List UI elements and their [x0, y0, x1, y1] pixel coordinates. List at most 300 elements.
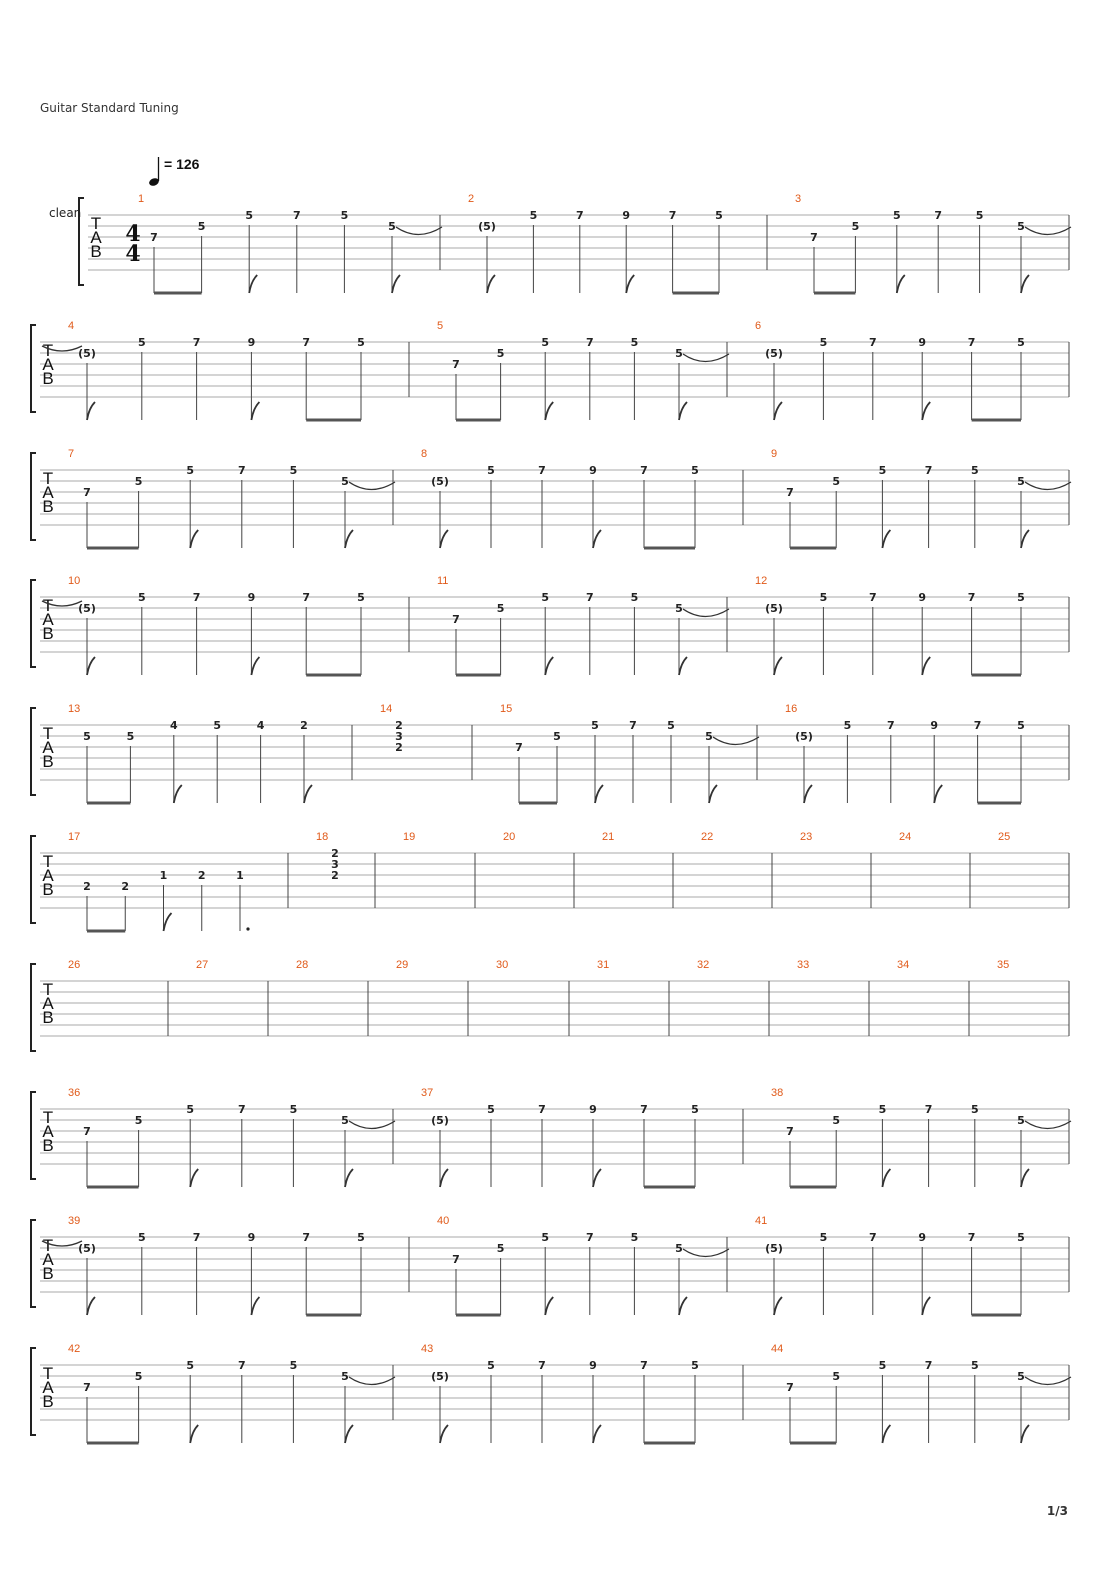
flag — [345, 1425, 353, 1443]
tab-clef-letter: A — [42, 1122, 54, 1141]
staff-system — [31, 575, 1069, 675]
flag — [897, 275, 905, 293]
fret-number: 7 — [237, 1103, 246, 1116]
fret-number: 5 — [289, 1103, 298, 1116]
fret-number: 2 — [395, 719, 403, 732]
fret-number: 5 — [126, 730, 135, 743]
flag — [87, 402, 95, 420]
flag — [679, 657, 687, 675]
tab-clef-letter: T — [42, 980, 54, 999]
tie — [713, 737, 759, 745]
fret-number: 5 — [134, 475, 143, 488]
measure-number: 19 — [403, 831, 416, 843]
tab-clef-letter: B — [42, 1136, 54, 1155]
fret-number: 7 — [924, 1103, 933, 1116]
fret-number: 5 — [715, 209, 723, 222]
fret-number: 2 — [395, 741, 403, 754]
fret-number: 7 — [192, 591, 201, 604]
fret-number: 5 — [341, 475, 349, 488]
measure-number: 10 — [68, 575, 81, 587]
fret-number: 5 — [1017, 475, 1025, 488]
fret-number: 5 — [487, 464, 495, 477]
measure-number: 5 — [437, 320, 444, 332]
time-signature-numerator: 4 — [125, 221, 141, 247]
measure-number: 20 — [503, 831, 516, 843]
tab-clef-letter: B — [42, 1392, 54, 1411]
fret-number: 7 — [538, 1103, 546, 1116]
fret-number: 5 — [819, 1231, 828, 1244]
fret-number: 1 — [159, 869, 168, 882]
tab-clef-letter: A — [42, 738, 54, 757]
fret-number: 5 — [340, 209, 349, 222]
tab-clef-letter: A — [42, 866, 54, 885]
tab-clef-letter: B — [42, 880, 54, 899]
flag — [922, 402, 930, 420]
fret-number: 5 — [819, 591, 828, 604]
fret-number: 7 — [868, 336, 877, 349]
fret-number: (5) — [478, 220, 496, 233]
fret-number: 2 — [121, 880, 130, 893]
fret-number: (5) — [431, 1370, 449, 1383]
fret-number: 5 — [289, 464, 298, 477]
fret-number: 5 — [975, 209, 984, 222]
measure-number: 9 — [771, 448, 778, 460]
fret-number: 7 — [83, 1381, 91, 1394]
fret-number: (5) — [431, 1114, 449, 1127]
fret-number: 5 — [553, 730, 561, 743]
fret-number: 7 — [302, 1231, 311, 1244]
measure-number: 13 — [68, 703, 81, 715]
fret-number: 7 — [924, 464, 933, 477]
flag — [392, 275, 400, 293]
flag — [304, 785, 312, 803]
fret-number: 2 — [331, 869, 339, 882]
measure-number: 21 — [602, 831, 615, 843]
fret-number: 9 — [589, 464, 597, 477]
system-bracket — [31, 1092, 36, 1179]
fret-number: 5 — [1017, 1370, 1025, 1383]
tab-clef-letter: B — [42, 624, 54, 643]
fret-number: (5) — [78, 602, 96, 615]
fret-number: 5 — [970, 1103, 979, 1116]
fret-number: 5 — [341, 1114, 349, 1127]
flag — [774, 657, 782, 675]
fret-number: (5) — [765, 602, 783, 615]
flag — [922, 657, 930, 675]
fret-number: 5 — [186, 1103, 195, 1116]
fret-number: 9 — [589, 1359, 597, 1372]
staff-system — [31, 1343, 1071, 1443]
measure-number: 30 — [496, 959, 509, 971]
tab-clef-letter: T — [42, 469, 54, 488]
flag — [593, 1425, 601, 1443]
measure-number: 18 — [316, 831, 329, 843]
fret-number: 9 — [918, 591, 927, 604]
flag — [440, 1425, 448, 1443]
measure-number: 34 — [897, 959, 910, 971]
fret-number: 5 — [496, 602, 505, 615]
fret-number: 5 — [630, 336, 639, 349]
flag — [1021, 275, 1029, 293]
tab-clef-letter: B — [42, 369, 54, 388]
measure-number: 31 — [597, 959, 610, 971]
measure-number: 27 — [196, 959, 209, 971]
flag — [679, 1297, 687, 1315]
fret-number: 7 — [150, 231, 158, 244]
fret-number: 5 — [591, 719, 599, 732]
measure-number: 40 — [437, 1215, 450, 1227]
measure-number: 4 — [68, 320, 75, 332]
measure-number: 7 — [68, 448, 75, 460]
tab-clef-letter: T — [42, 596, 54, 615]
tab-clef-letter: A — [42, 1250, 54, 1269]
tab-clef-letter: B — [42, 1264, 54, 1283]
staff-system — [31, 831, 1069, 931]
flag — [251, 1297, 259, 1315]
tie — [396, 227, 442, 235]
flag — [804, 785, 812, 803]
measure-number: 14 — [380, 703, 393, 715]
flag — [1021, 530, 1029, 548]
flag — [593, 530, 601, 548]
fret-number: 5 — [675, 602, 683, 615]
flag — [251, 402, 259, 420]
flag — [164, 913, 172, 931]
fret-number: 7 — [538, 1359, 546, 1372]
tie — [1025, 227, 1071, 235]
flag — [190, 1425, 198, 1443]
tab-clef-letter: A — [42, 994, 54, 1013]
fret-number: 5 — [496, 347, 505, 360]
fret-number: 5 — [357, 591, 365, 604]
flag — [190, 530, 198, 548]
fret-number: 5 — [134, 1370, 143, 1383]
flag — [545, 657, 553, 675]
fret-number: 9 — [247, 336, 256, 349]
fret-number: 5 — [970, 464, 979, 477]
fret-number: 5 — [630, 591, 639, 604]
fret-number: 7 — [83, 486, 91, 499]
measure-number: 11 — [437, 575, 449, 587]
fret-number: 9 — [622, 209, 631, 222]
flag — [1021, 1169, 1029, 1187]
fret-number: 2 — [331, 847, 339, 860]
fret-number: 7 — [629, 719, 637, 732]
flag — [487, 275, 495, 293]
fret-number: 7 — [967, 591, 976, 604]
flag — [87, 657, 95, 675]
fret-number: 5 — [137, 336, 146, 349]
measure-number: 1 — [138, 193, 145, 205]
system-bracket — [31, 964, 36, 1051]
flag — [922, 1297, 930, 1315]
flag — [774, 1297, 782, 1315]
system-bracket — [31, 453, 36, 540]
tab-clef-letter: A — [42, 1378, 54, 1397]
fret-number: 9 — [918, 336, 927, 349]
fret-number: 7 — [640, 464, 648, 477]
tab-clef-letter: B — [42, 497, 54, 516]
fret-number: (5) — [431, 475, 449, 488]
measure-number: 38 — [771, 1087, 784, 1099]
flag — [882, 530, 890, 548]
tab-clef-letter: T — [42, 1364, 54, 1383]
fret-number: 5 — [388, 220, 396, 233]
fret-number: 3 — [395, 730, 403, 743]
measure-number: 43 — [421, 1343, 434, 1355]
fret-number: 7 — [292, 209, 301, 222]
measure-number: 15 — [500, 703, 513, 715]
tie — [349, 1377, 395, 1385]
system-bracket — [31, 1220, 36, 1307]
fret-number: 5 — [529, 209, 538, 222]
fret-number: 7 — [452, 358, 460, 371]
fret-number: 5 — [83, 730, 91, 743]
fret-number: 7 — [786, 1125, 794, 1138]
fret-number: 5 — [832, 1114, 841, 1127]
flag — [249, 275, 257, 293]
fret-number: 5 — [1017, 336, 1025, 349]
flag — [87, 1297, 95, 1315]
flag — [545, 1297, 553, 1315]
fret-number: 7 — [934, 209, 943, 222]
fret-number: 5 — [819, 336, 828, 349]
tempo-marking: = 126 — [164, 156, 200, 172]
flag — [626, 275, 634, 293]
flag — [709, 785, 717, 803]
fret-number: 5 — [134, 1114, 143, 1127]
tie — [349, 482, 395, 490]
flag — [440, 530, 448, 548]
measure-number: 25 — [998, 831, 1011, 843]
system-bracket — [31, 708, 36, 795]
measure-number: 41 — [755, 1215, 768, 1227]
fret-number: 5 — [487, 1359, 495, 1372]
fret-number: 7 — [452, 613, 460, 626]
fret-number: 5 — [186, 1359, 195, 1372]
fret-number: 5 — [197, 220, 206, 233]
flag — [545, 402, 553, 420]
fret-number: 7 — [640, 1359, 648, 1372]
fret-number: 2 — [83, 880, 91, 893]
flag — [882, 1169, 890, 1187]
measure-number: 2 — [468, 193, 475, 205]
tab-clef-letter: A — [42, 483, 54, 502]
fret-number: 5 — [878, 464, 887, 477]
fret-number: 9 — [918, 1231, 927, 1244]
page-number: 1/3 — [1046, 1504, 1068, 1518]
fret-number: 7 — [585, 336, 594, 349]
measure-number: 39 — [68, 1215, 81, 1227]
measure-number: 12 — [755, 575, 768, 587]
fret-number: 5 — [289, 1359, 298, 1372]
fret-number: 7 — [237, 464, 246, 477]
fret-number: 5 — [1017, 1231, 1025, 1244]
measure-number: 17 — [68, 831, 81, 843]
fret-number: 7 — [192, 336, 201, 349]
measure-number: 29 — [396, 959, 409, 971]
fret-number: 5 — [843, 719, 852, 732]
fret-number: (5) — [78, 1242, 96, 1255]
fret-number: 5 — [832, 475, 841, 488]
measure-number: 24 — [899, 831, 912, 843]
fret-number: 7 — [538, 464, 546, 477]
fret-number: 7 — [192, 1231, 201, 1244]
fret-number: 5 — [878, 1359, 887, 1372]
flag — [174, 785, 182, 803]
measure-number: 44 — [771, 1343, 784, 1355]
fret-number: (5) — [765, 347, 783, 360]
measure-number: 22 — [701, 831, 714, 843]
fret-number: 5 — [851, 220, 860, 233]
measure-number: 3 — [795, 193, 802, 205]
system-bracket — [31, 1348, 36, 1435]
fret-number: 5 — [541, 336, 550, 349]
measure-number: 8 — [421, 448, 428, 460]
flag — [934, 785, 942, 803]
tie — [683, 1249, 729, 1257]
track-name-label: clean — [49, 206, 82, 220]
fret-number: 4 — [256, 719, 265, 732]
fret-number: 5 — [832, 1370, 841, 1383]
fret-number: 7 — [302, 591, 311, 604]
fret-number: 5 — [496, 1242, 505, 1255]
fret-number: 5 — [630, 1231, 639, 1244]
tab-clef-letter: T — [42, 341, 54, 360]
tab-clef-letter: A — [42, 355, 54, 374]
tab-clef-letter: T — [42, 852, 54, 871]
fret-number: 7 — [585, 591, 594, 604]
fret-number: 9 — [247, 591, 256, 604]
flag — [593, 1169, 601, 1187]
tie — [1025, 482, 1071, 490]
fret-number: 1 — [236, 869, 244, 882]
flag — [774, 402, 782, 420]
fret-number: 7 — [83, 1125, 91, 1138]
fret-number: 7 — [452, 1253, 460, 1266]
fret-number: 7 — [868, 591, 877, 604]
fret-number: 9 — [589, 1103, 597, 1116]
tab-clef-letter: A — [90, 228, 102, 247]
fret-number: 7 — [237, 1359, 246, 1372]
system-bracket — [79, 198, 84, 285]
tie — [683, 609, 729, 617]
fret-number: 5 — [705, 730, 713, 743]
tie — [349, 1121, 395, 1129]
tab-clef-letter: B — [90, 242, 102, 261]
measure-number: 26 — [68, 959, 81, 971]
tab-clef-letter: B — [42, 752, 54, 771]
fret-number: 5 — [970, 1359, 979, 1372]
fret-number: 5 — [1017, 1114, 1025, 1127]
fret-number: 7 — [640, 1103, 648, 1116]
system-bracket — [31, 325, 36, 412]
fret-number: 5 — [691, 464, 699, 477]
fret-number: 5 — [1017, 591, 1025, 604]
measure-number: 6 — [755, 320, 762, 332]
fret-number: (5) — [795, 730, 813, 743]
flag — [345, 530, 353, 548]
fret-number: 7 — [967, 1231, 976, 1244]
fret-number: 7 — [810, 231, 818, 244]
fret-number: 9 — [247, 1231, 256, 1244]
staff-system — [31, 959, 1069, 1051]
tie — [683, 354, 729, 362]
fret-number: 5 — [675, 1242, 683, 1255]
staff-system — [79, 193, 1071, 293]
fret-number: 5 — [892, 209, 901, 222]
measure-number: 28 — [296, 959, 309, 971]
fret-number: 5 — [341, 1370, 349, 1383]
fret-number: 5 — [137, 591, 146, 604]
staff-system — [31, 703, 1069, 803]
fret-number: 5 — [357, 1231, 365, 1244]
track-title: Guitar Standard Tuning — [40, 101, 179, 115]
fret-number: 5 — [878, 1103, 887, 1116]
fret-number: 5 — [357, 336, 365, 349]
fret-number: 7 — [575, 209, 584, 222]
dot — [246, 927, 249, 930]
fret-number: 7 — [302, 336, 311, 349]
measure-number: 32 — [697, 959, 710, 971]
measure-number: 37 — [421, 1087, 434, 1099]
tab-clef-letter: T — [42, 1236, 54, 1255]
fret-number: 5 — [245, 209, 254, 222]
flag — [440, 1169, 448, 1187]
measure-number: 23 — [800, 831, 813, 843]
measure-number: 42 — [68, 1343, 81, 1355]
fret-number: 3 — [331, 858, 339, 871]
fret-number: 5 — [667, 719, 675, 732]
fret-number: 7 — [973, 719, 982, 732]
fret-number: 5 — [137, 1231, 146, 1244]
fret-number: 7 — [886, 719, 895, 732]
flag — [882, 1425, 890, 1443]
flag — [679, 402, 687, 420]
fret-number: 5 — [675, 347, 683, 360]
measure-number: 36 — [68, 1087, 81, 1099]
fret-number: 5 — [213, 719, 222, 732]
fret-number: 2 — [197, 869, 206, 882]
system-bracket — [31, 836, 36, 923]
fret-number: 5 — [487, 1103, 495, 1116]
fret-number: 7 — [924, 1359, 933, 1372]
fret-number: 5 — [541, 591, 550, 604]
fret-number: 5 — [691, 1359, 699, 1372]
fret-number: 9 — [930, 719, 939, 732]
flag — [251, 657, 259, 675]
flag — [345, 1169, 353, 1187]
system-bracket — [31, 580, 36, 667]
fret-number: 5 — [541, 1231, 550, 1244]
measure-number: 16 — [785, 703, 798, 715]
fret-number: 5 — [1017, 220, 1025, 233]
tie — [1025, 1121, 1071, 1129]
fret-number: 4 — [169, 719, 178, 732]
measure-number: 33 — [797, 959, 810, 971]
fret-number: 7 — [786, 1381, 794, 1394]
staff-system — [31, 320, 1069, 420]
tab-clef-letter: B — [42, 1008, 54, 1027]
fret-number: 7 — [967, 336, 976, 349]
tab-clef-letter: T — [42, 724, 54, 743]
staff-system — [31, 448, 1071, 548]
flag — [190, 1169, 198, 1187]
measure-number: 35 — [997, 959, 1010, 971]
fret-number: 7 — [668, 209, 677, 222]
tie — [1025, 1377, 1071, 1385]
flag — [1021, 1425, 1029, 1443]
